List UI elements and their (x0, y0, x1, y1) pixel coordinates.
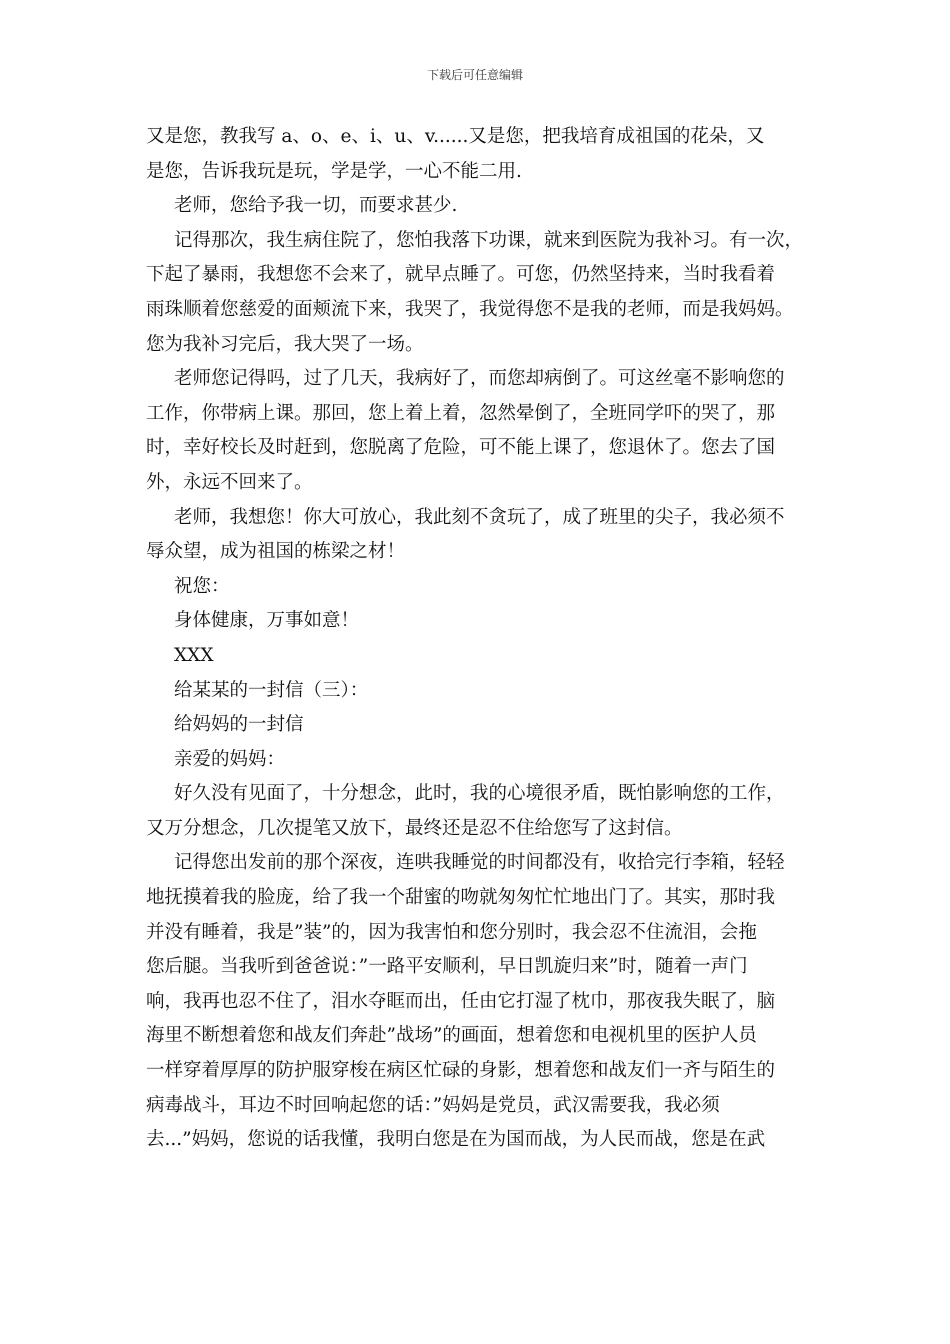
text-line: 辱众望，成为祖国的栋梁之材！ (146, 541, 406, 563)
text-line: 响，我再也忍不住了，泪水夺眶而出，任由它打湿了枕巾，那夜我失眠了，脑 (146, 990, 776, 1012)
text-line: 老师您记得吗，过了几天，我病好了，而您却病倒了。可这丝毫不影响您的 (174, 368, 785, 390)
text-line: XXX (174, 644, 214, 666)
text-line: 老师，您给予我一切，而要求甚少. (174, 195, 458, 217)
text-line: 祝您： (174, 575, 230, 597)
text-line: 是您，告诉我玩是玩，学是学，一心不能二用. (146, 160, 522, 182)
text-line: 老师，我想您！你大可放心，我此刻不贪玩了，成了班里的尖子，我必须不 (174, 506, 785, 528)
text-line: 给妈妈的一封信 (174, 714, 304, 736)
text-line: 记得您出发前的那个深夜，连哄我睡觉的时间都没有，收拾完行李箱，轻轻 (174, 852, 785, 874)
text-line: 并没有睡着，我是”装”的，因为我害怕和您分别时，我会忍不住流泪，会拖 (146, 921, 757, 943)
text-line: 时，幸好校长及时赶到，您脱离了危险，可不能上课了，您退休了。您去了国 (146, 437, 776, 459)
page-header: 下载后可任意编辑 (426, 68, 523, 82)
text-line: 一样穿着厚厚的防护服穿梭在病区忙碌的身影，想着您和战友们一齐与陌生的 (146, 1060, 776, 1082)
text-line: 外，永远不回来了。 (146, 471, 313, 493)
text-line: 您为我补习完后，我大哭了一场。 (146, 333, 424, 355)
document-body (146, 120, 826, 1158)
text-line: 去...”妈妈，您说的话我懂，我明白您是在为国而战，为人民而战，您是在武 (146, 1129, 766, 1151)
text-line: 亲爱的妈妈： (174, 748, 286, 770)
text-line: 身体健康，万事如意！ (174, 610, 360, 632)
text-line: 好久没有见面了，十分想念，此时，我的心境很矛盾，既怕影响您的工作， (174, 783, 785, 805)
text-line: 下起了暴雨，我想您不会来了，就早点睡了。可您，仍然坚持来，当时我看着 (146, 264, 776, 286)
text-line: 又万分想念，几次提笔又放下，最终还是忍不住给您写了这封信。 (146, 817, 683, 839)
text-line: 又是您，教我写 a、o、e、i、u、v......又是您，把我培育成祖国的花朵，又 (146, 126, 765, 147)
text-line: 记得那次，我生病住院了，您怕我落下功课，就来到医院为我补习。有一次， (174, 229, 804, 251)
text-line: 工作，你带病上课。那回，您上着上着，忽然晕倒了，全班同学吓的哭了，那 (146, 402, 776, 424)
text-line: 给某某的一封信（三）： (174, 679, 369, 701)
text-line: 病毒战斗，耳边不时回响起您的话：”妈妈是党员，武汉需要我，我必须 (146, 1094, 720, 1116)
text-line: 雨珠顺着您慈爱的面颊流下来，我哭了，我觉得您不是我的老师，而是我妈妈。 (146, 298, 794, 320)
text-line: 您后腿。当我听到爸爸说：”一路平安顺利，早日凯旋归来”时，随着一声门 (146, 956, 748, 978)
text-line: 海里不断想着您和战友们奔赴”战场”的画面，想着您和电视机里的医护人员 (146, 1025, 757, 1047)
text-line: 地抚摸着我的脸庞，给了我一个甜蜜的吻就匆匆忙忙地出门了。其实，那时我 (146, 887, 776, 909)
